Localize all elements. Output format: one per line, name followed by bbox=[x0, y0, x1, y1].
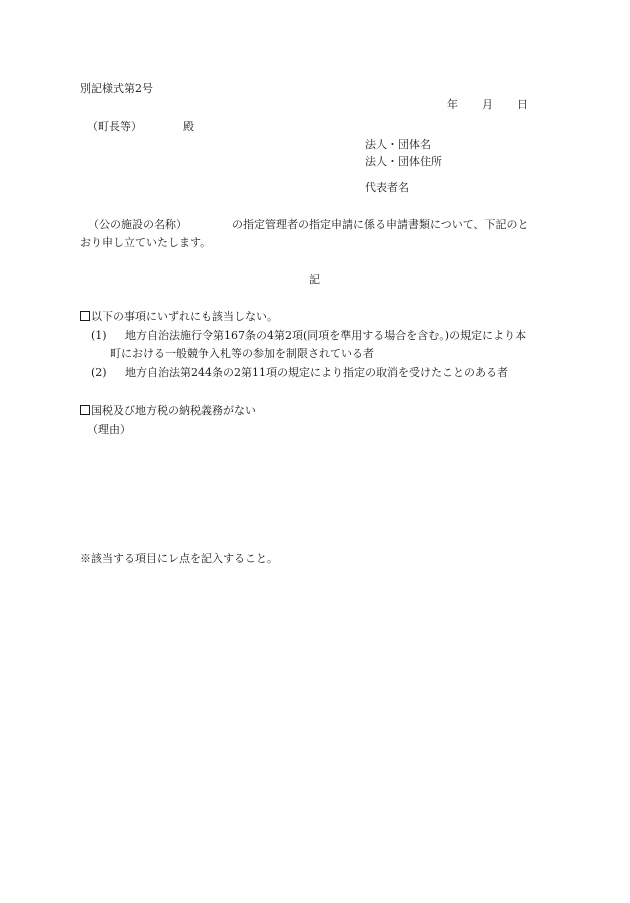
section2-heading: 国税及び地方税の納税義務がない bbox=[91, 404, 256, 417]
ki-heading: 記 bbox=[309, 273, 320, 286]
section1-item2-number: (2) bbox=[91, 366, 107, 379]
addressee-title: （町長等） bbox=[87, 120, 142, 133]
statement-facility-label: （公の施設の名称） bbox=[88, 218, 187, 231]
form-number: 別記様式第2号 bbox=[80, 82, 153, 95]
applicant-corp-name-label: 法人・団体名 bbox=[365, 138, 431, 151]
section1-item1-continuation: 町における一般競争入札等の参加を制限されている者 bbox=[110, 347, 374, 360]
footer-note: ※該当する項目にレ点を記入すること。 bbox=[80, 552, 278, 565]
section2-heading-row bbox=[80, 404, 256, 418]
section1-checkbox[interactable] bbox=[80, 311, 90, 321]
section1-heading-row bbox=[80, 310, 278, 324]
statement-line1: の指定管理者の指定申請に係る申請書類について、下記のと bbox=[232, 218, 529, 231]
applicant-corp-address-label: 法人・団体住所 bbox=[365, 155, 442, 168]
section1-item1-text: 地方自治法施行令第167条の4第2項(同項を準用する場合を含む。)の規定により本 bbox=[125, 329, 527, 342]
date-year-label: 年 bbox=[447, 98, 458, 111]
section2-reason-label: （理由） bbox=[87, 423, 131, 436]
statement-line2: おり申し立ていたします。 bbox=[80, 236, 212, 249]
section1-item2-row bbox=[91, 366, 508, 380]
section1-item1-row bbox=[91, 329, 526, 343]
section1-item2-text: 地方自治法第244条の2第11項の規定により指定の取消を受けたことのある者 bbox=[125, 366, 508, 379]
date-month-label: 月 bbox=[482, 98, 493, 111]
date-day-label: 日 bbox=[517, 98, 528, 111]
section1-item1-number: (1) bbox=[91, 329, 107, 342]
addressee-honorific: 殿 bbox=[183, 120, 194, 133]
section2-checkbox[interactable] bbox=[80, 405, 90, 415]
section1-heading: 以下の事項にいずれにも該当しない。 bbox=[91, 310, 278, 323]
applicant-representative-label: 代表者名 bbox=[365, 181, 409, 194]
